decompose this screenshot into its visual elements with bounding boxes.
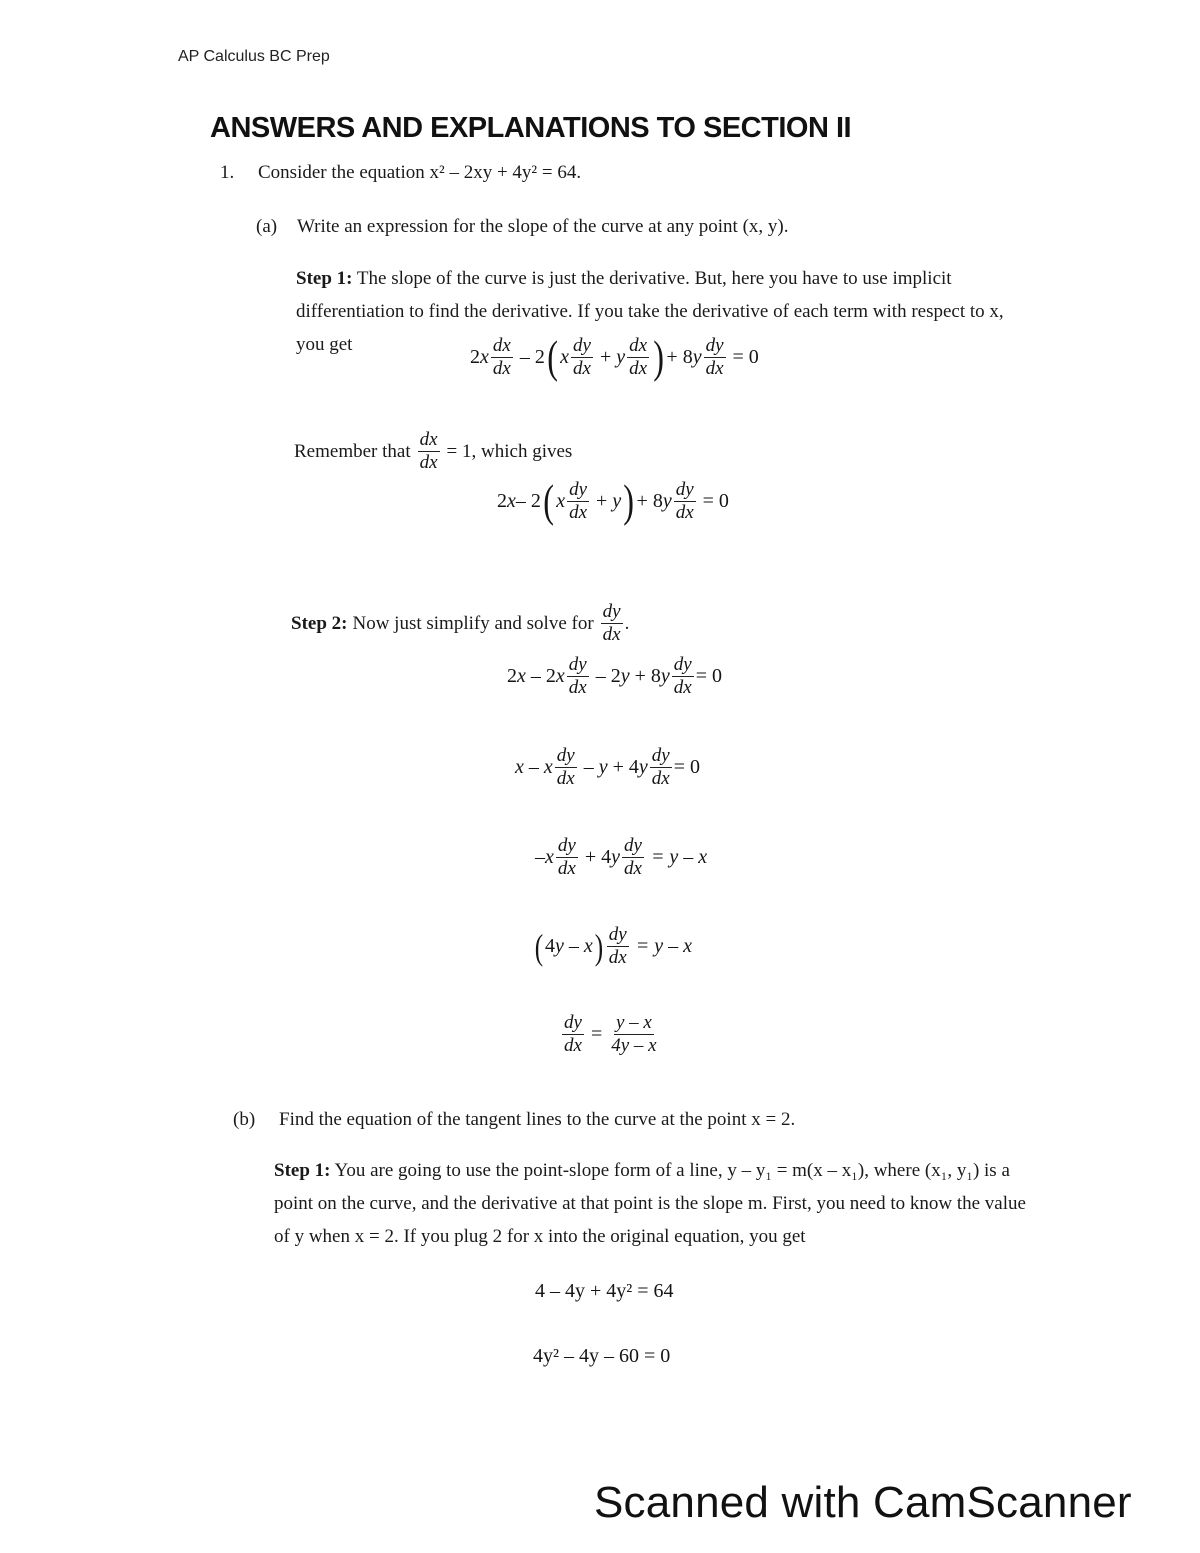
fraction: $\frac{dy}{dx}$	[569, 478, 588, 523]
equation-plug-in: 4 – 4y + 4y² = 64	[535, 1280, 674, 1302]
fraction: $\frac{dy}{dx}$	[675, 478, 694, 523]
fraction: $\frac{dy}{dx}$	[624, 835, 642, 879]
fraction: $\frac{dy}{dx}$	[651, 745, 670, 789]
step1-text: The slope of the curve is just the derivative. But, here you have to use implicit differentiation to find the derivative. If you take the derivative of each term with respect to x, you get	[296, 268, 1004, 355]
part-a-label: (a)	[256, 216, 278, 237]
fraction: $\frac{dy}{dx}$	[564, 1012, 582, 1056]
step2-label: Step 2:	[291, 613, 348, 634]
fraction: $\frac{dx}{dx}$	[629, 334, 648, 379]
fraction: $\frac{dy}{dx}$	[568, 654, 587, 698]
fraction: $\frac{dx}{dx}$	[492, 334, 511, 379]
fraction: $\frac{dy}{dx}$	[556, 745, 575, 789]
part-a-prompt: Write an expression for the slope of the curve at any point (x, y).	[297, 216, 789, 237]
fraction: $\frac{dy}{dx}$	[673, 654, 692, 698]
part-a-step2: Step 2: Now just simplify and solve for $\frac{dy}{dx}$ .	[291, 601, 630, 645]
equation-result: $\frac{dy}{dx}$ = $\frac{y - x}{4y - x}$	[564, 1012, 657, 1056]
equation-quadratic: 4y² – 4y – 60 = 0	[533, 1345, 671, 1367]
fraction: $\frac{dx}{dx}$	[419, 429, 438, 473]
part-b-label: (b)	[233, 1109, 256, 1130]
equation-simplified: 2x– 2 ( x $\frac{dy}{dx}$ + y ) + 8y $\frac{dy}{dx}$ = 0	[497, 475, 729, 526]
equation-step2-b: x – x $\frac{dy}{dx}$ – y + 4y $\frac{dy}{dx}$ = 0	[515, 745, 700, 789]
part-b-prompt: Find the equation of the tangent lines to the curve at the point x = 2.	[279, 1109, 796, 1130]
fraction: $\frac{dy}{dx}$	[608, 924, 627, 968]
part-b-step1	[274, 1154, 1044, 1253]
camscanner-watermark: Scanned with CamScanner	[594, 1478, 1132, 1527]
question-text: Consider the equation x² – 2xy + 4y² = 64.	[258, 162, 582, 183]
question-number: 1.	[220, 162, 235, 183]
remember-line: Remember that $\frac{dx}{dx}$ = 1, which gives	[294, 429, 573, 473]
equation-implicit-derivative: 2x $\frac{dx}{dx}$ – 2 ( x $\frac{dy}{dx}$ + y $\frac{dx}{dx}$ ) + 8y $\frac{dy}{dx}$ = 0	[470, 331, 759, 382]
equation-step2-c: –x $\frac{dy}{dx}$ + 4y $\frac{dy}{dx}$ = y – x	[535, 835, 708, 879]
step2-text: Now just simplify and solve for	[352, 613, 594, 634]
step1-label: Step 1:	[274, 1160, 331, 1181]
step1-label: Step 1:	[296, 268, 353, 289]
fraction: $\frac{dy}{dx}$	[573, 334, 591, 379]
fraction: $\frac{dy}{dx}$	[602, 601, 621, 645]
step1-text: You are going to use the point-slope form of a line, y – y₁ = m(x – x₁), where (x₁, y₁) is a point on the curve, and the derivative at that point is the slope m. First, you need to know the value of y when x = 2. If you plug 2 for x into the original equation, you get	[274, 1160, 1026, 1247]
running-header: AP Calculus BC Prep	[178, 48, 330, 65]
fraction-result: $\frac{y - x}{4y - x}$	[611, 1012, 657, 1056]
fraction: $\frac{dy}{dx}$	[705, 334, 724, 379]
equation-step2-a: 2x – 2x $\frac{dy}{dx}$ – 2y + 8y $\frac{dy}{dx}$ = 0	[507, 654, 722, 698]
fraction: $\frac{dy}{dx}$	[557, 835, 576, 879]
equation-step2-d: ( 4y – x ) $\frac{dy}{dx}$ = y – x	[534, 924, 692, 968]
section-title: ANSWERS AND EXPLANATIONS TO SECTION II	[210, 112, 852, 144]
